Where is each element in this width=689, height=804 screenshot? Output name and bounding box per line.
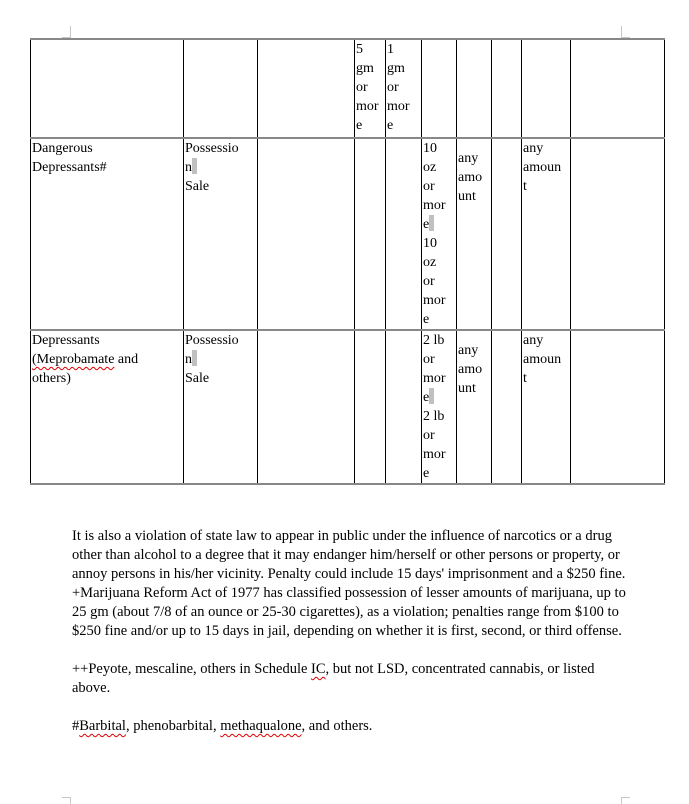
cell-text: mor xyxy=(423,447,446,462)
cell-text: oz xyxy=(423,160,437,175)
cell-text xyxy=(185,350,256,369)
table-cell[interactable] xyxy=(258,39,355,138)
misspelled-word: methaqualone xyxy=(220,718,302,734)
activity-cell[interactable] xyxy=(184,138,258,330)
cell-text xyxy=(185,158,256,177)
margin-corner-top-right xyxy=(621,26,630,38)
table-cell[interactable] xyxy=(457,330,492,484)
text: ++Peyote, mescaline, others in Schedule xyxy=(72,661,312,677)
text: , phenobarbital, xyxy=(125,718,221,734)
table-cell[interactable] xyxy=(355,138,386,330)
paragraph-mark xyxy=(192,158,197,174)
cell-text: oz xyxy=(423,255,437,270)
table-row xyxy=(31,39,665,138)
cell-text: amo xyxy=(458,170,483,185)
table-cell[interactable] xyxy=(386,138,422,330)
cell-text xyxy=(423,388,455,407)
text: , and others. xyxy=(301,718,373,734)
cell-text xyxy=(32,350,182,369)
substance-cell[interactable] xyxy=(31,138,184,330)
table-cell[interactable] xyxy=(492,39,522,138)
misspelled-word: Barbital xyxy=(79,718,126,734)
cell-text: Sale xyxy=(185,179,210,194)
cell-text: amo xyxy=(458,362,483,377)
paragraph-barbital-note[interactable] xyxy=(72,717,632,736)
margin-corner-bottom-right xyxy=(621,797,630,804)
cell-text: e xyxy=(423,390,430,405)
cell-text: mor xyxy=(423,198,446,213)
cell-text: Possessio xyxy=(185,333,239,348)
text: # xyxy=(72,718,80,734)
misspelled-word: IC xyxy=(311,661,326,677)
cell-text: mor xyxy=(387,99,410,114)
cell-text: unt xyxy=(458,189,476,204)
cell-text: 5 xyxy=(356,42,363,57)
cell-text: any xyxy=(523,141,544,156)
table-cell[interactable] xyxy=(522,39,571,138)
paragraph-peyote-note[interactable] xyxy=(72,660,632,698)
cell-text: 1 xyxy=(387,42,394,57)
table-row xyxy=(31,138,665,330)
cell-text: n xyxy=(185,352,192,367)
cell-text: e xyxy=(423,466,430,481)
table-cell[interactable] xyxy=(571,138,665,330)
cell-text: others) xyxy=(32,371,71,386)
table-cell[interactable] xyxy=(571,330,665,484)
cell-text: or xyxy=(356,80,368,95)
table-cell[interactable] xyxy=(422,39,457,138)
cell-text: Sale xyxy=(185,371,210,386)
cell-text: or xyxy=(387,80,399,95)
cell-text: Depressants xyxy=(32,333,100,348)
cell-text: any xyxy=(523,333,544,348)
table-cell[interactable] xyxy=(31,39,184,138)
amount-cell[interactable] xyxy=(422,138,457,330)
penalty-table xyxy=(30,38,665,485)
cell-text: gm xyxy=(356,61,374,76)
paragraph-marijuana-reform[interactable]: +Marijuana Reform Act of 1977 has classified possession of lesser amounts of marijuana, up to 25 gm (about 7/8 of an ounce or 25-30 cigarettes), as a violation; penalties range from $100 to $250 fine and/or up to 15 days in jail, depending on whether it is first, second, or third offense. xyxy=(72,585,626,639)
cell-text: 10 xyxy=(423,236,437,251)
cell-text xyxy=(423,215,455,234)
paragraph-mark xyxy=(192,350,197,366)
table-cell[interactable] xyxy=(522,138,571,330)
cell-text: Possessio xyxy=(185,141,239,156)
cell-text: or xyxy=(423,428,435,443)
table-cell[interactable] xyxy=(258,330,355,484)
cell-text: Depressants# xyxy=(32,160,107,175)
table-cell[interactable] xyxy=(457,39,492,138)
activity-cell[interactable] xyxy=(184,330,258,484)
table-cell[interactable] xyxy=(258,138,355,330)
cell-text: mor xyxy=(356,99,379,114)
table-cell[interactable] xyxy=(492,138,522,330)
cell-text: e xyxy=(387,118,394,133)
table-cell[interactable] xyxy=(355,39,386,138)
cell-text: mor xyxy=(423,371,446,386)
table-cell[interactable] xyxy=(386,330,422,484)
cell-text: 10 xyxy=(423,141,437,156)
paragraph-public-intoxication[interactable]: It is also a violation of state law to appear in public under the influence of narcotics or a drug other than alcohol to a degree that it may endanger him/herself or other persons or property, or annoy persons in his/her vicinity. Penalty could include 15 days' imprisonment and a $250 fine. xyxy=(72,528,626,582)
cell-text: Dangerous xyxy=(32,141,93,156)
table-cell[interactable] xyxy=(386,39,422,138)
text: , but not LSD, concentrated cannabis, or listed above. xyxy=(72,661,595,696)
table-cell[interactable] xyxy=(457,138,492,330)
table-cell[interactable] xyxy=(492,330,522,484)
cell-text: amoun xyxy=(523,352,562,367)
cell-text: t xyxy=(523,371,527,386)
margin-corner-top-left xyxy=(62,26,71,38)
paragraph-mark xyxy=(429,388,434,404)
cell-text: gm xyxy=(387,61,405,76)
cell-text: unt xyxy=(458,381,476,396)
cell-text: e xyxy=(423,217,430,232)
substance-cell[interactable] xyxy=(31,330,184,484)
cell-text: 2 lb xyxy=(423,333,445,348)
cell-text: mor xyxy=(423,293,446,308)
table-cell[interactable] xyxy=(522,330,571,484)
footnotes xyxy=(72,527,632,736)
cell-text: e xyxy=(423,312,430,327)
misspelled-word: (Meprobamate xyxy=(32,352,115,367)
cell-text: n xyxy=(185,160,192,175)
paragraph-mark xyxy=(429,215,434,231)
cell-text: any xyxy=(458,343,479,358)
cell-text: and xyxy=(114,352,139,367)
cell-text: or xyxy=(423,179,435,194)
cell-text: amoun xyxy=(523,160,562,175)
cell-text: t xyxy=(523,179,527,194)
margin-corner-bottom-left xyxy=(62,797,71,804)
cell-text: e xyxy=(356,118,363,133)
table-cell[interactable] xyxy=(571,39,665,138)
cell-text: 2 lb xyxy=(423,409,445,424)
cell-text: any xyxy=(458,151,479,166)
cell-text: or xyxy=(423,352,435,367)
cell-text: or xyxy=(423,274,435,289)
amount-cell[interactable] xyxy=(422,330,457,484)
table-cell[interactable] xyxy=(184,39,258,138)
table-cell[interactable] xyxy=(355,330,386,484)
table-row xyxy=(31,330,665,484)
